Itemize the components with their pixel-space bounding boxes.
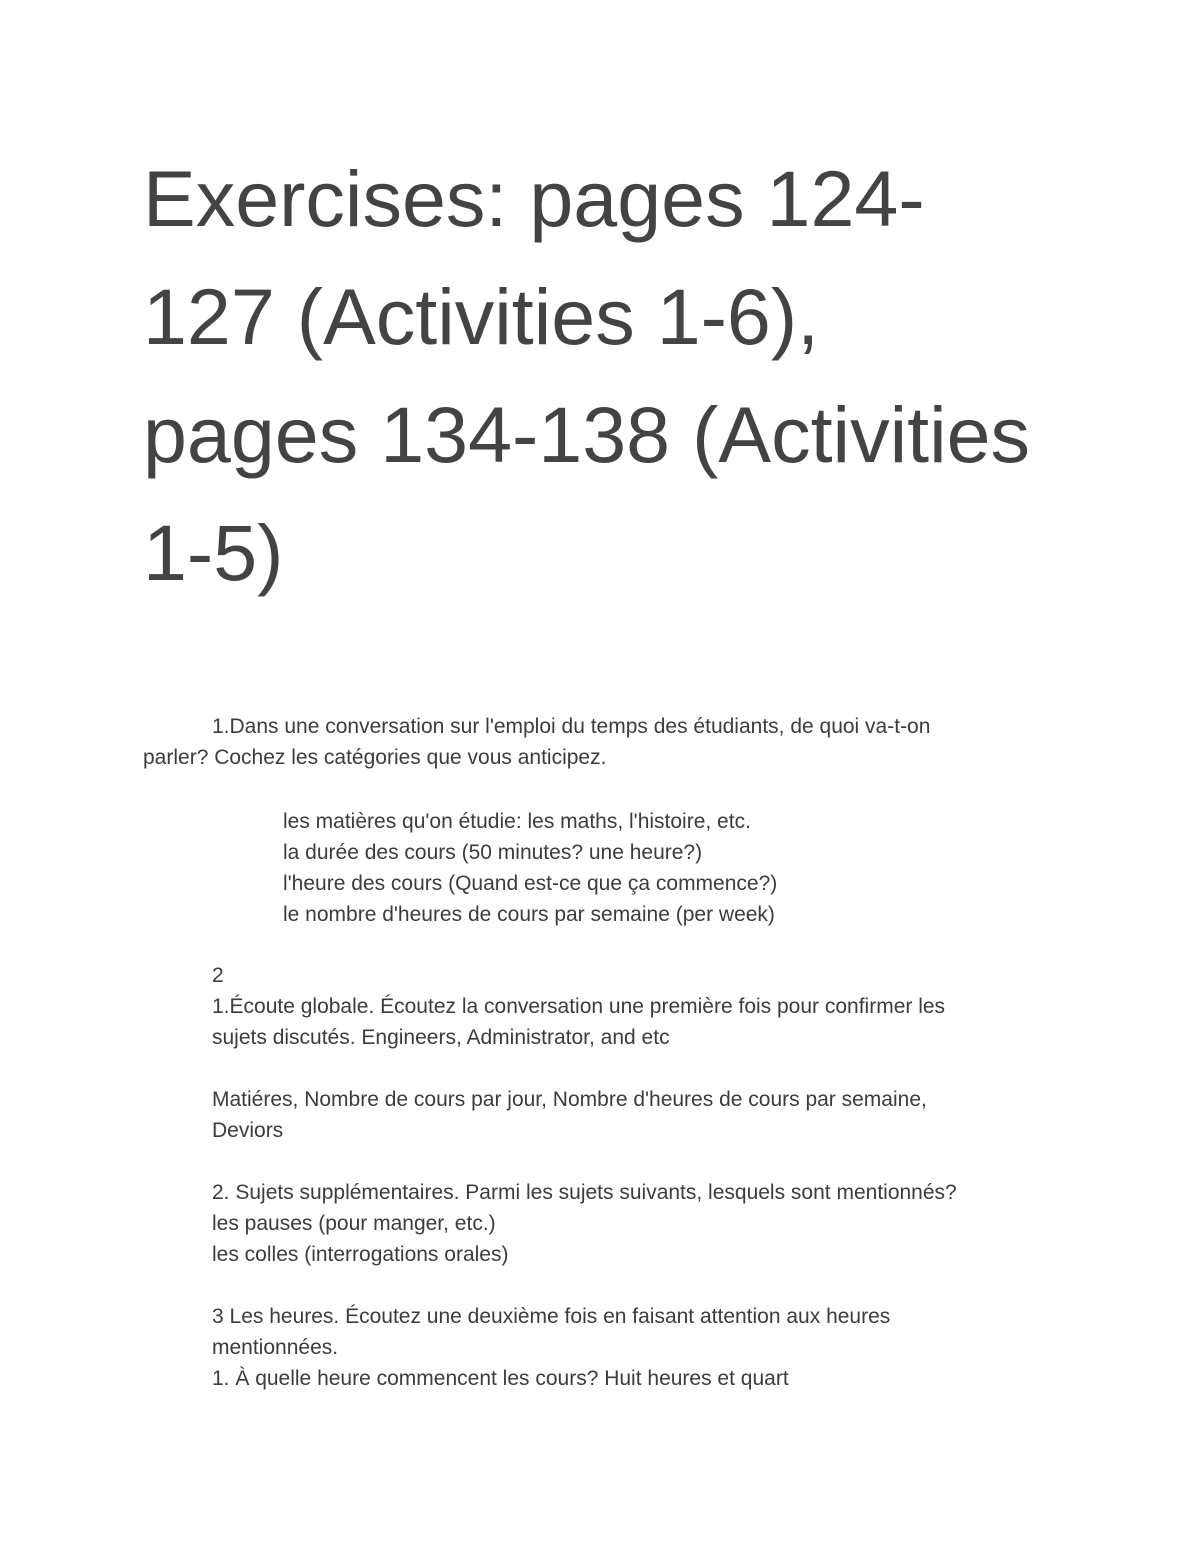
section-2-number: 2 xyxy=(212,964,224,987)
ecoute-globale-line-2: sujets discutés. Engineers, Administrator, and etc xyxy=(212,1026,670,1049)
heures-line-2: mentionnées. xyxy=(212,1336,339,1359)
question-1-line-2: parler? Cochez les catégories que vous anticipez. xyxy=(143,746,607,769)
category-item-duree: la durée des cours (50 minutes? une heure?) xyxy=(283,841,703,864)
title-line-3: pages 134-138 (Activities xyxy=(143,390,1031,479)
category-list xyxy=(283,806,1083,930)
category-item-nombre: le nombre d'heures de cours par semaine (per week) xyxy=(283,903,775,926)
paragraph-gap xyxy=(212,1270,1092,1301)
page-title xyxy=(143,140,1103,612)
question-1 xyxy=(143,711,1083,773)
question-1-line-1: 1.Dans une conversation sur l'emploi du temps des étudiants, de quoi va-t-on xyxy=(212,715,931,738)
heures-line-1: 3 Les heures. Écoutez une deuxième fois en faisant attention aux heures xyxy=(212,1305,891,1328)
title-line-2: 127 (Activities 1-6), xyxy=(143,272,820,361)
paragraph-gap xyxy=(212,1146,1092,1177)
sujets-line-1: 2. Sujets supplémentaires. Parmi les sujets suivants, lesquels sont mentionnés? xyxy=(212,1181,957,1204)
answer-line-2: Deviors xyxy=(212,1119,284,1142)
heures-line-3: 1. À quelle heure commencent les cours? Huit heures et quart xyxy=(212,1367,789,1390)
title-line-4: 1-5) xyxy=(143,508,284,597)
title-line-1: Exercises: pages 124- xyxy=(143,154,925,243)
sujets-line-3: les colles (interrogations orales) xyxy=(212,1243,509,1266)
section-2 xyxy=(212,960,1092,1394)
category-item-heure: l'heure des cours (Quand est-ce que ça commence?) xyxy=(283,872,778,895)
sujets-line-2: les pauses (pour manger, etc.) xyxy=(212,1212,496,1235)
answer-line-1: Matiéres, Nombre de cours par jour, Nombre d'heures de cours par semaine, xyxy=(212,1088,927,1111)
category-item-matieres: les matières qu'on étudie: les maths, l'histoire, etc. xyxy=(283,810,751,833)
ecoute-globale-line-1: 1.Écoute globale. Écoutez la conversation une première fois pour confirmer les xyxy=(212,995,946,1018)
paragraph-gap xyxy=(212,1053,1092,1084)
